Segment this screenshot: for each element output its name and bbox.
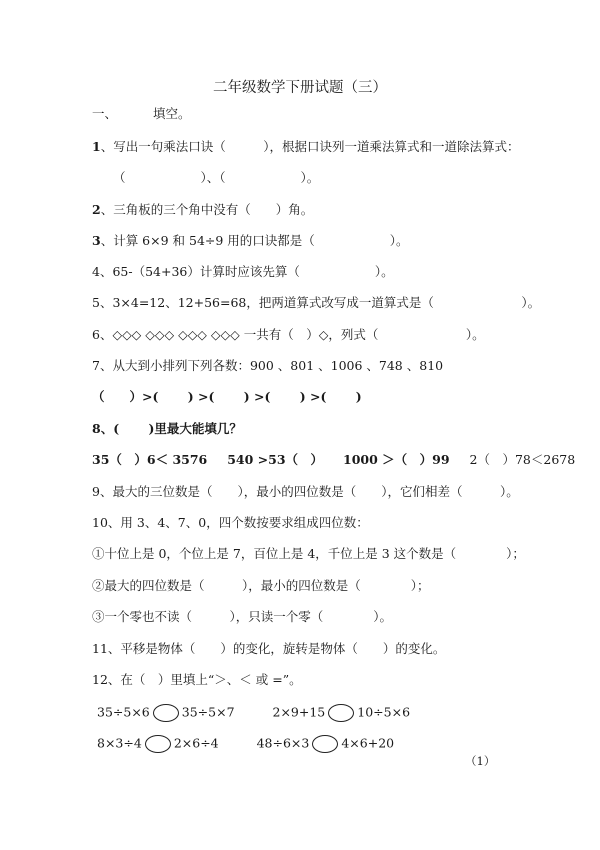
compare-right: 10÷5×6 [357,704,411,720]
question-10-part-a: ①十位上是 0，个位上是 7，百位上是 4，千位上是 3 这个数是（ ）； [92,546,525,561]
compare-left: 2×9+15 [272,704,326,720]
question-9: 9、最大的三位数是（ ），最小的四位数是（ ），它们相差（ ）。 [92,484,519,499]
answer-circle[interactable] [145,735,171,753]
question-3 [92,233,409,249]
compare-left: 35÷5×6 [97,704,150,720]
question-2 [92,202,313,218]
question-6: 6、◇◇◇ ◇◇◇ ◇◇◇ ◇◇◇ 一共有（ ）◇，列式（ ）。 [92,327,485,342]
question-10-part-c: ③一个零也不读（ ），只读一个零（ ）。 [92,609,393,624]
question-10-part-b: ②最大的四位数是（ ），最小的四位数是（ ）； [92,578,430,593]
question-11: 11、平移是物体（ ）的变化，旋转是物体（ ）的变化。 [92,641,446,656]
question-7: 7、从大到小排列下列各数：900 、801 、1006 、748 、810 [92,358,444,373]
question-8: 8、( )里最大能填几？ [92,421,242,436]
question-text: 、计算 6×9 和 54÷9 用的口诀都是（ ）。 [100,233,409,248]
question-10: 10、用 3、4、7、0，四个数按要求组成四位数： [92,515,369,530]
question-number: 2 [92,202,101,217]
q8-item: 35（ ）6＜ 3576 [92,452,208,467]
question-number: 1 [92,139,101,154]
compare-left: 48÷6×3 [256,735,310,751]
question-text: 、写出一句乘法口诀（ ），根据口诀列一道乘法算式和一道除法算式： [100,139,520,154]
compare-right: 4×6+20 [341,735,395,751]
answer-circle[interactable] [153,704,179,722]
compare-row-2 [97,735,394,753]
question-1 [92,139,519,155]
answer-circle[interactable] [328,704,354,722]
compare-right: 2×6÷4 [173,735,219,751]
question-12: 12、在（ ）里填上“＞、＜ 或 =”。 [92,672,302,687]
question-8-items [92,452,575,468]
section-number: 一、 [92,106,118,121]
question-7-answer-line: （ ）>( ) >( ) >( ) >( ) [92,389,362,404]
section-heading [92,106,191,122]
q8-item: 540 >53（ ） [227,452,324,467]
question-4: 4、65-（54+36）计算时应该先算（ ）。 [92,264,394,279]
question-number: 3 [92,233,101,248]
compare-row-1 [97,704,410,722]
page-number: （1） [465,754,496,768]
question-text: 、三角板的三个角中没有（ ）角。 [100,202,314,217]
section-label: 填空。 [152,106,191,121]
compare-left: 8×3÷4 [97,735,142,751]
q8-item: 2（ ）78＜2678 [469,452,576,467]
page-title: 二年级数学下册试题（三） [213,80,387,96]
q8-item: 1000 ＞（ ）99 [343,452,450,467]
question-1-answer-line: （ ）、（ ）。 [113,170,320,185]
question-5: 5、3×4=12、12+56=68，把两道算式改写成一道算式是（ ）。 [92,295,541,310]
answer-circle[interactable] [312,735,338,753]
compare-right: 35÷5×7 [181,704,235,720]
